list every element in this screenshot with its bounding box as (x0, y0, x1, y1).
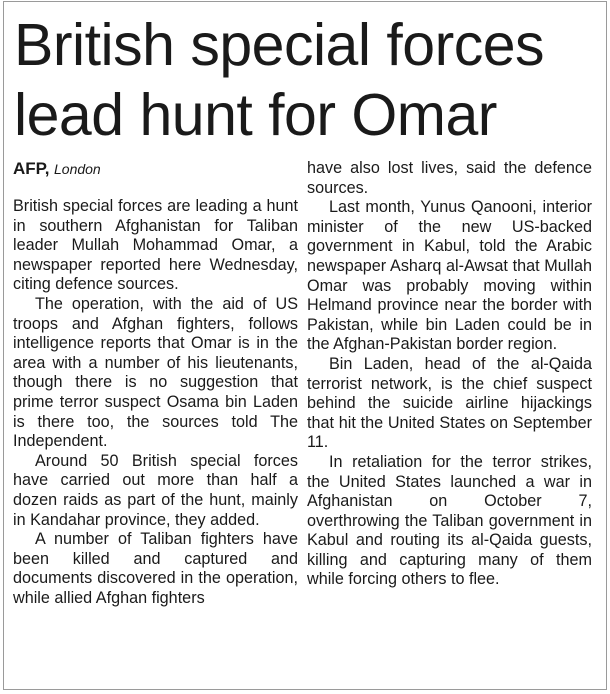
newspaper-clipping (3, 1, 607, 690)
paragraph: A number of Taliban fighters have been killed and captured and documents discovered in the operation, while allied Afghan fighters (13, 530, 298, 607)
headline (14, 10, 604, 150)
headline-line-1: British special forces (14, 12, 545, 78)
paragraph: Bin Laden, head of the al-Qaida terrorist network, is the chief suspect behind the suicide airline hijackings that hit the United States on September 11. (307, 354, 592, 452)
byline-place: London (54, 161, 101, 177)
paragraph: Around 50 British special forces have carried out more than half a dozen raids as part of the hunt, mainly in Kandahar province, they added. (13, 451, 298, 529)
byline (13, 159, 298, 179)
paragraph: In retaliation for the terror strikes, the United States launched a war in Afghanistan on October 7, overthrowing the Taliban government in Kabul and routing its al-Qaida guests, killing and capturing many of them while forcing others to flee. (307, 452, 592, 589)
article-column-left (13, 159, 298, 608)
paragraph: Last month, Yunus Qanooni, interior minister of the new US-backed government in Kabul, told the Arabic newspaper Asharq al-Awsat that Mullah Omar was probably moving within Helmand province near the border with Pakistan, while bin Laden could be in the Afghan-Pakistan border region. (307, 198, 592, 354)
paragraph: have also lost lives, said the defence sources. (307, 159, 592, 197)
headline-line-2: lead hunt for Omar (14, 82, 497, 148)
paragraph: The operation, with the aid of US troops and Afghan fighters, follows intelligence reports that Omar is in the area with a number of his lieutenants, though there is no suggestion that prime terror suspect Osama bin Laden is there too, the sources told The Independent. (13, 294, 298, 451)
article-column-right (307, 159, 592, 590)
byline-agency: AFP, (13, 159, 50, 178)
paragraph: British special forces are leading a hunt in southern Afghanistan for Taliban leader Mullah Mohammad Omar, a newspaper reported here Wednesday, citing defence sources. (13, 197, 298, 294)
